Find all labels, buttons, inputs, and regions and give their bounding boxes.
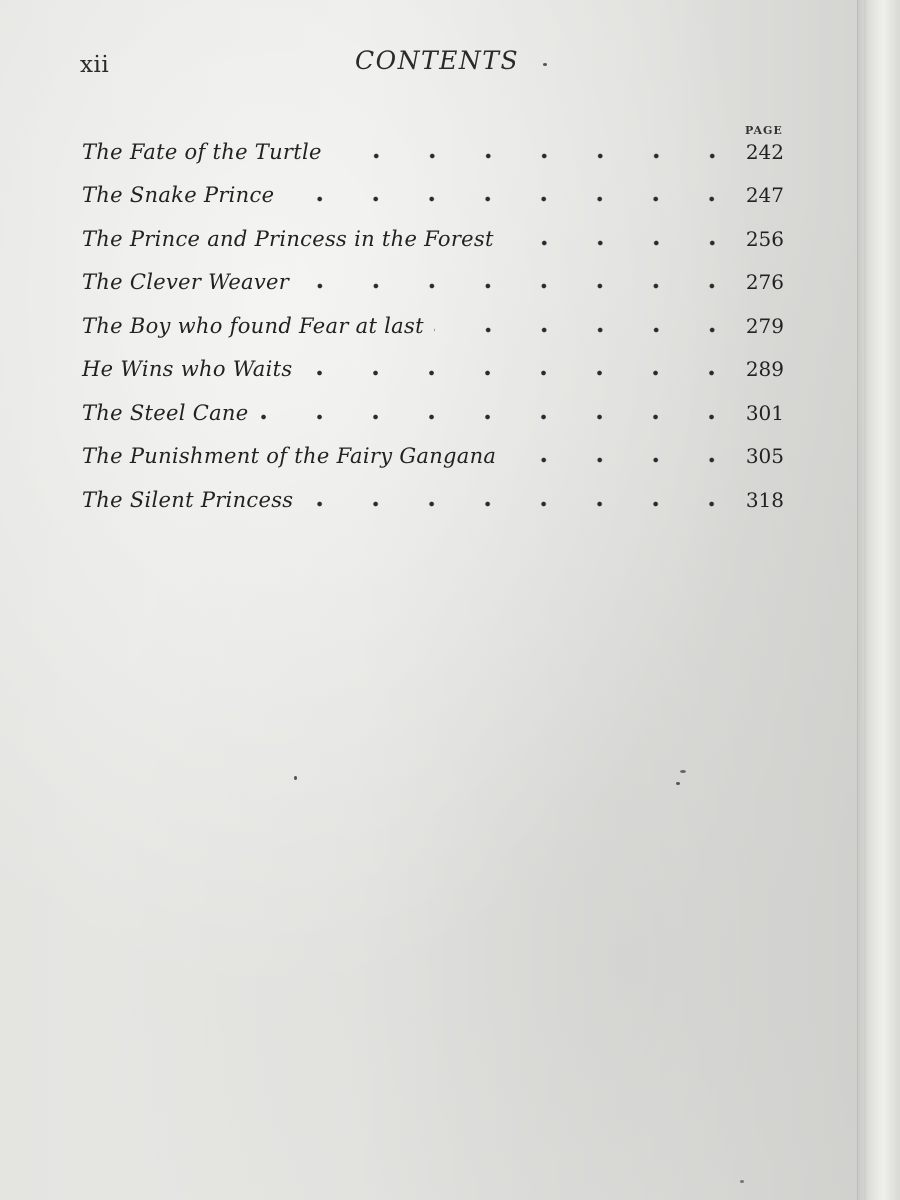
toc-entry[interactable] [82, 304, 784, 348]
toc-entry-title: The Boy who found Fear at last [82, 313, 424, 338]
toc-entry-title: The Clever Weaver [82, 270, 290, 295]
dot-leader [302, 370, 740, 376]
toc-entry[interactable] [82, 174, 784, 218]
dot-leader [506, 457, 740, 463]
running-head: CONTENTS [355, 46, 520, 75]
dot-leader [434, 327, 740, 333]
dot-leader [504, 240, 740, 246]
table-of-contents [82, 130, 784, 522]
toc-entry[interactable] [82, 261, 784, 305]
toc-entry-title: The Silent Princess [82, 487, 294, 512]
toc-entry-page: 247 [745, 183, 784, 208]
toc-entry[interactable] [82, 130, 784, 174]
toc-entry[interactable] [82, 478, 784, 522]
toc-entry-title: The Snake Prince [82, 183, 275, 208]
paper-speck [676, 782, 680, 785]
page-number: xii [80, 52, 110, 78]
toc-entry-page: 289 [745, 357, 784, 382]
toc-entry-title: The Punishment of the Fairy Gangana [82, 444, 497, 469]
dot-leader [303, 501, 740, 507]
toc-entry-page: 242 [745, 139, 784, 164]
toc-entry[interactable] [82, 217, 784, 261]
dot-leader [332, 153, 740, 159]
paper-speck [543, 63, 547, 66]
dot-leader [284, 196, 740, 202]
toc-entry-page: 276 [745, 270, 784, 295]
toc-entry-page: 301 [745, 400, 784, 425]
paper-speck [680, 770, 686, 773]
toc-entry[interactable] [82, 391, 784, 435]
toc-entry-title: He Wins who Waits [82, 357, 293, 382]
paper-speck [294, 776, 297, 780]
toc-entry-title: The Prince and Princess in the Forest [82, 226, 494, 251]
toc-entry[interactable] [82, 348, 784, 392]
toc-entry-page: 279 [745, 313, 784, 338]
toc-entry-title: The Fate of the Turtle [82, 139, 322, 164]
toc-entry-page: 305 [745, 444, 784, 469]
toc-entry[interactable] [82, 435, 784, 479]
page-edge [857, 0, 900, 1200]
paper-speck [740, 1180, 744, 1183]
toc-entry-page: 318 [745, 487, 784, 512]
dot-leader [299, 283, 740, 289]
toc-entry-title: The Steel Cane [82, 400, 249, 425]
toc-entry-page: 256 [745, 226, 784, 251]
page-column-label: PAGE [745, 124, 783, 137]
dot-leader [258, 414, 740, 420]
